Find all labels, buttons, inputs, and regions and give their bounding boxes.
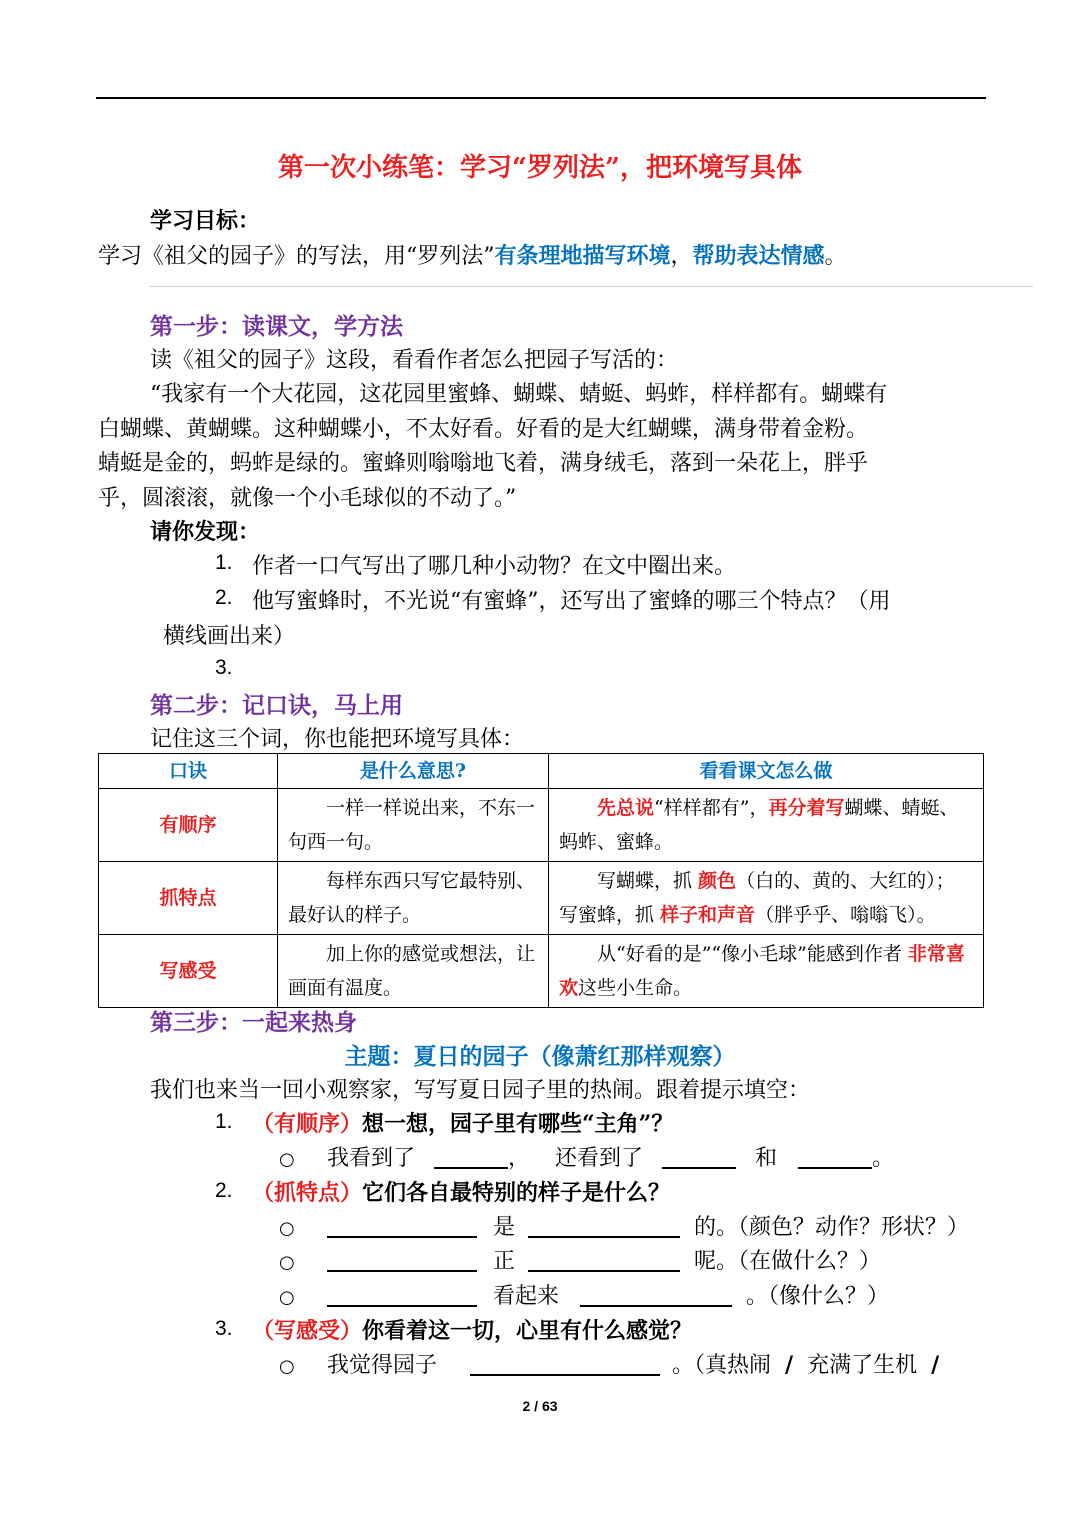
page-number: 2 / 63 [522, 1398, 558, 1414]
column-header: 口诀 [99, 754, 278, 789]
item-2-line-1-mid: 是 [493, 1215, 516, 1240]
passage-line-1: “我家有一个大花园，这花园里蜜蜂、蝴蝶、蜻蜓、蚂蚱，样样都有。蝴蝶有 [150, 382, 888, 407]
column-header: 是什么意思? [278, 754, 549, 789]
item-1-question: （有顺序）想一想，园子里有哪些“主角”？ [252, 1111, 674, 1137]
step2-intro: 记住这三个词，你也能把环境写具体： [150, 727, 525, 752]
fill-blank[interactable] [528, 1248, 680, 1272]
table-cell-key: 抓特点 [99, 862, 278, 935]
table-cell-meaning: 一样一样说出来，不东一句西一句。 [278, 789, 549, 862]
fill-blank[interactable] [327, 1214, 477, 1238]
table-row [99, 789, 984, 862]
table-cell-key: 有顺序 [99, 789, 278, 862]
fill-blank[interactable] [434, 1145, 508, 1169]
item-2-line-3-mid: 看起来 [493, 1284, 560, 1309]
bullet: ○ [279, 1218, 295, 1239]
bullet: ○ [279, 1356, 295, 1377]
passage-line-2: 白蝴蝶、黄蝴蝶。这种蝴蝶小，不太好看。好看的是大红蝴蝶，满身带着金粉。 [98, 417, 869, 442]
item-2-line-2-mid: 正 [493, 1249, 516, 1274]
bullet: ○ [279, 1149, 295, 1170]
page-title: 第一次小练笔：学习“罗列法”，把环境写具体 [278, 153, 802, 183]
fill-blank[interactable] [327, 1283, 477, 1307]
fill-blank[interactable] [662, 1145, 736, 1169]
bullet: ○ [279, 1287, 295, 1308]
passage-line-3: 蜻蜓是金的，蚂蚱是绿的。蜜蜂则嗡嗡地飞着，满身绒毛，落到一朵花上，胖乎 [98, 451, 869, 476]
discover-heading: 请你发现： [150, 519, 261, 545]
question-1: 作者一口气写出了哪几种小动物？在文中圈出来。 [252, 554, 737, 579]
item-1-number: 1. [215, 1110, 233, 1133]
header-rule [96, 97, 986, 99]
section-divider [150, 286, 1033, 287]
mnemonic-table [98, 753, 984, 1008]
item-3-number: 3. [215, 1317, 233, 1340]
table-header-row [99, 754, 984, 789]
item-2-line-3-end: 。（像什么？） [746, 1284, 890, 1309]
item-1-fill-line: 我看到了 ， 还看到了 和 。 [327, 1146, 895, 1171]
question-1-number: 1. [215, 551, 233, 574]
item-2-line-1-end: 的。（颜色？动作？形状？） [694, 1215, 970, 1240]
item-3-question: （写感受）你看着这一切，心里有什么感觉？ [252, 1318, 693, 1344]
question-2-line-2: 横线画出来） [163, 624, 296, 649]
fill-blank[interactable] [798, 1145, 872, 1169]
table-cell-example: 从“好看的是”“像小毛球”能感到作者 非常喜欢这些小生命。 [549, 935, 984, 1008]
fill-blank[interactable] [580, 1283, 732, 1307]
step2-heading: 第二步：记口诀，马上用 [150, 692, 403, 719]
fill-blank[interactable] [470, 1352, 660, 1376]
theme-title: 主题：夏日的园子（像萧红那样观察） [344, 1043, 736, 1070]
objective-highlight-1: 有条理地描写环境 [494, 243, 671, 269]
item-2-number: 2. [215, 1179, 233, 1202]
objective-heading: 学习目标： [150, 208, 261, 234]
bullet: ○ [279, 1252, 295, 1273]
table-cell-example: 写蝴蝶，抓 颜色（白的、黄的、大红的）；写蜜蜂，抓 样子和声音（胖乎乎、嗡嗡飞）。 [549, 862, 984, 935]
table-cell-meaning: 加上你的感觉或想法，让画面有温度。 [278, 935, 549, 1008]
fill-blank[interactable] [528, 1214, 680, 1238]
item-3-line-options: 。（真热闹 / 充满了生机 / [672, 1352, 940, 1378]
step1-heading: 第一步：读课文，学方法 [150, 313, 403, 340]
table-cell-key: 写感受 [99, 935, 278, 1008]
table-cell-meaning: 每样东西只写它最特别、最好认的样子。 [278, 862, 549, 935]
table-row [99, 935, 984, 1008]
question-2-number: 2. [215, 586, 233, 609]
item-2-line-2-end: 呢。（在做什么？） [694, 1249, 882, 1274]
item-3-line-start: 我觉得园子 [327, 1353, 438, 1378]
objective-text: 学习《祖父的园子》的写法，用“罗列法”有条理地描写环境，帮助表达情感。 [98, 243, 847, 269]
passage-line-4: 乎，圆滚滚，就像一个小毛球似的不动了。” [98, 486, 517, 511]
question-2-line-1: 他写蜜蜂时，不光说“有蜜蜂”，还写出了蜜蜂的哪三个特点？（用 [252, 589, 891, 614]
column-header: 看看课文怎么做 [549, 754, 984, 789]
table-cell-example: 先总说“样样都有”，再分着写蝴蝶、蜻蜓、蚂蚱、蜜蜂。 [549, 789, 984, 862]
fill-blank[interactable] [327, 1248, 477, 1272]
item-2-question: （抓特点）它们各自最特别的样子是什么？ [252, 1180, 671, 1206]
objective-highlight-2: 帮助表达情感 [692, 243, 825, 269]
step3-heading: 第三步：一起来热身 [150, 1009, 357, 1036]
question-3-number: 3. [215, 656, 233, 679]
table-row [99, 862, 984, 935]
step1-intro: 读《祖父的园子》这段，看看作者怎么把园子写活的： [150, 348, 679, 373]
step3-intro: 我们也来当一回小观察家，写写夏日园子里的热闹。跟着提示填空： [150, 1078, 811, 1103]
